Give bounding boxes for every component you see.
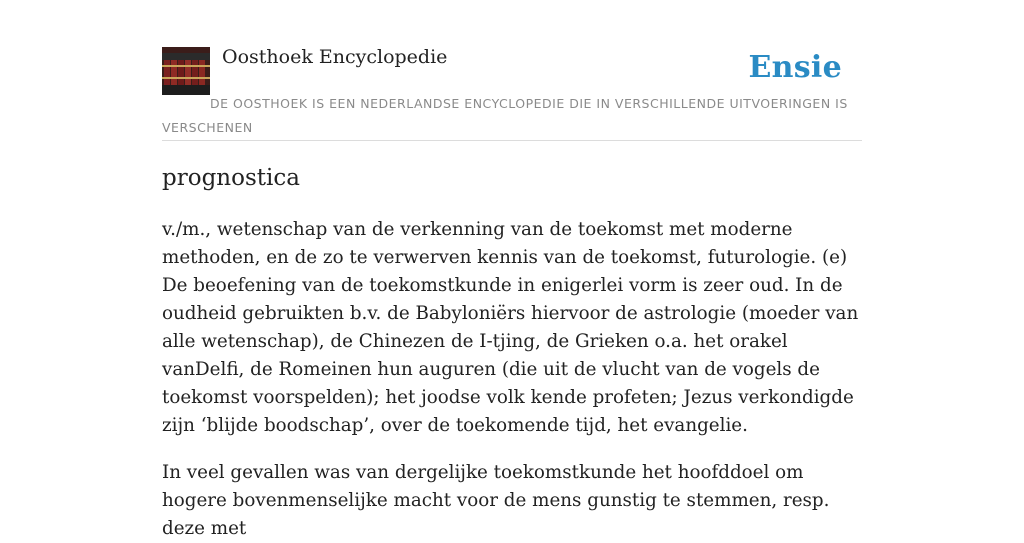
article-paragraph: In veel gevallen was van dergelijke toekomstkunde het hoofddoel om hogere bovenmenselijke macht voor de mens gunstig te stemmen, resp. deze met [162,462,830,539]
site-name[interactable]: Oosthoek Encyclopedie [222,46,448,68]
encyclopedia-books-icon[interactable] [162,47,210,95]
article-title: prognostica [162,165,300,191]
article-paragraph: v./m., wetenschap van de verkenning van de toekomst met moderne methoden, en de zo te verwerven kennis van de toekomst, futurologie. (e) De beoefening van de toekomstkunde in enigerlei vorm is zeer oud. In de oudheid gebruikten b.v. de Babyloniërs hiervoor de astrologie (moeder van alle wetenschap), de Chinezen de I-tjing, de Grieken o.a. het orakel vanDelfi, de Romeinen hun auguren (die uit de vlucht van de vogels de toekomst voorspelden); het joodse volk kende profeten; Jezus verkondigde zijn ‘blijde boodschap’, over de toekomende tijd, het evangelie. [162,219,859,436]
site-tagline: DE OOSTHOEK IS EEN NEDERLANDSE ENCYCLOPEDIE DIE IN VERSCHILLENDE UITVOERINGEN IS VERSCHENEN [162,96,848,135]
site-header [162,46,862,141]
article [162,160,862,543]
ensie-logo-link[interactable]: Ensie [748,50,842,85]
